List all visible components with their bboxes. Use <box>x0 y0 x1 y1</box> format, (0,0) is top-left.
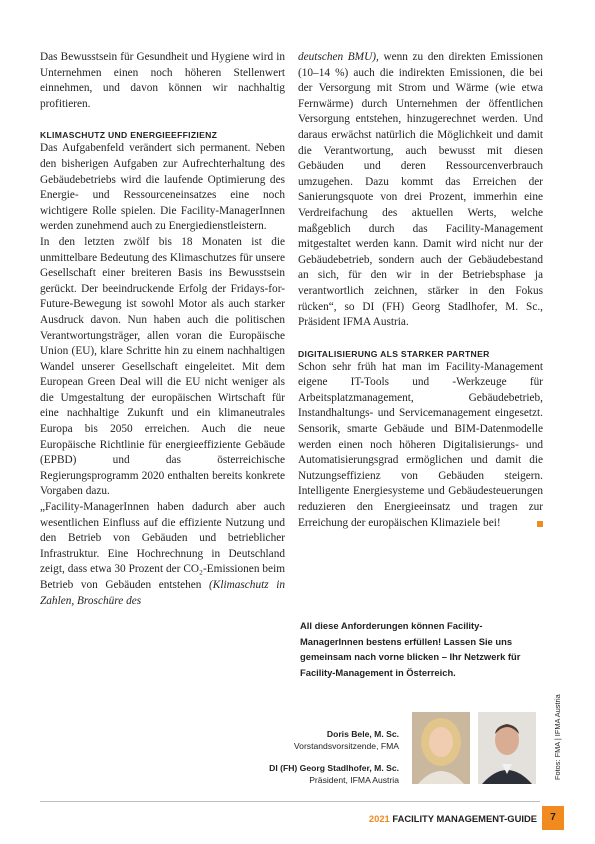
heading-klimaschutz: KLIMASCHUTZ UND ENERGIEEFFIZIENZ <box>40 130 218 141</box>
paragraph-digitalisierung <box>298 360 543 532</box>
quote-citation-cont: deutschen BMU), <box>298 51 379 63</box>
closing-statement: All diese Anforderungen können Facility-ManagerInnen bestens erfüllen! Lassen Sie uns gemeinsam nach vorne blicken – Ihr Netzwerk für Facility-Management in Österreich. <box>300 620 521 678</box>
photo-credit: Fotos: FMA | IFMA Austria <box>553 694 562 780</box>
signatory-name: DI (FH) Georg Stadlhofer, M. Sc. <box>269 763 399 773</box>
right-column <box>298 50 543 531</box>
signatory-role: Vorstandsvorsitzende, FMA <box>293 741 399 751</box>
signatory-bele <box>294 728 399 752</box>
left-column <box>40 50 285 609</box>
signatory-stadlhofer <box>269 762 399 786</box>
signatory-role: Präsident, IFMA Austria <box>309 775 399 785</box>
quote-text-cont: wenn zu den direkten Emissionen (10–14 %) auch die indirekten Emissionen, die bei der Versorgung mit Strom und Wärme (wie etwa Fernwärme) durch Unternehmen der öffentlichen Versorgung entstehen, hinzugerechnet werden. Und daraus erwächst natürlich die Möglichkeit und damit die Verantwortung, auch bewusst mit diesen Gebäuden und deren Ressourcenverbrauch umzugehen. Dazu kommt das Erreichen der Sanierungsquote von drei Prozent, immerhin eine Verdreifachung des aktuellen Werts, welche maßgeblich durch das Facility-Management mitgestaltet werden kann. Damit wird nicht nur der Gebäudebetrieb, sondern auch der Gebäudebestand an sich, für den wir in der Betriebsphase ja verantwortlich zeichnen, stärker in den Fokus rücken“, so DI (FH) Georg Stadlhofer, M. Sc., Präsident IFMA Austria. <box>298 51 543 329</box>
digital-text: Schon sehr früh hat man im Facility-Management eigene IT-Tools und -Werkzeuge für Arbeitsplatzmanagement, Gebäudebetrieb, Instandhaltungs- und Servicemanagement eingesetzt. Sensorik, smarte Gebäude und BIM-Datenmodelle werden einen noch höheren Digitalisierungs- und Automatisierungsgrad ermöglichen und damit die Nutzungseffizienz von Gebäuden steigern. Intelligente Energiesysteme und Gebäudesteuerungen reduzieren den Energieeinsatz und tragen zur Erreichung der europäischen Klimaziele bei! <box>298 360 543 529</box>
footer-title <box>369 813 537 824</box>
quote-text: „Facility-ManagerInnen haben dadurch aber auch wesentlichen Einfluss auf die effiziente Nutzung und den Betrieb von Gebäuden und betrieblicher Infrastruktur. Eine Hochrechnung in Deutschland zeigt, dass etwa 30 Prozent der CO₂-Emissionen beim Betrieb von Gebäuden entstehen <box>40 501 285 591</box>
intro-paragraph: Das Bewusstsein für Gesundheit und Hygiene wird in Unternehmen einen noch höheren Stellenwert einnehmen, und davon können wir nachhaltig profitieren. <box>40 51 285 110</box>
footer-year: 2021 <box>368 813 390 824</box>
end-of-article-icon <box>537 521 543 527</box>
signatory-name: Doris Bele, M. Sc. <box>326 729 399 739</box>
footer-guide-name: FACILITY MANAGEMENT-GUIDE <box>392 813 537 824</box>
quote-citation: (Klimaschutz in Zahlen, Broschüre des <box>40 579 286 607</box>
page-number: 7 <box>542 806 564 830</box>
paragraph-quote-cont <box>298 50 543 331</box>
footer-divider <box>40 801 540 802</box>
paragraph-quote-start <box>40 500 285 609</box>
portrait-photo-woman <box>412 712 470 784</box>
heading-digitalisierung: DIGITALISIERUNG ALS STARKER PARTNER <box>298 348 490 359</box>
paragraph-klimaschutz: In den letzten zwölf bis 18 Monaten ist die unmittelbare Bedeutung des Klimaschutzes für unsere Gesellschaft einer breiteren Basis ins Bewusstsein gerückt. Der beeindruckende Erfolg der Fridays-for-Future-Bewegung ist sowohl Motor als auch starker Ausdruck davon. Nun haben auch die politischen Verantwortungsträger, allen voran die Europäische Union (EU), klare Schritte hin zu einem nachhaltigen Wandel unserer Gesellschaft eingeleitet. Mit dem European Green Deal will die EU nicht weniger als die Umgestaltung der europäischen Wirtschaft für eine nachhaltige Zukunft und ein klimaneutrales Europa bis 2050 erreichen. Auch die neue Europäische Richtlinie für energieeffiziente Gebäude (EPBD) und das österreichische Regierungsprogramm 2020 enthalten bereits konkrete Vorgaben dazu. <box>40 235 285 498</box>
portrait-photo-man <box>478 712 536 784</box>
paragraph-aufgabenfeld: Das Aufgabenfeld verändert sich permanent. Neben den bisherigen Aufgaben zur Aufrechterhaltung des Gebäudebetriebs wird die laufende Optimierung des Energie- und Ressourceneinsatzes eine noch wichtigere Rolle spielen. Die Facility-ManagerInnen werden zunehmend auch zu Energiedienstleistern. <box>40 142 285 233</box>
